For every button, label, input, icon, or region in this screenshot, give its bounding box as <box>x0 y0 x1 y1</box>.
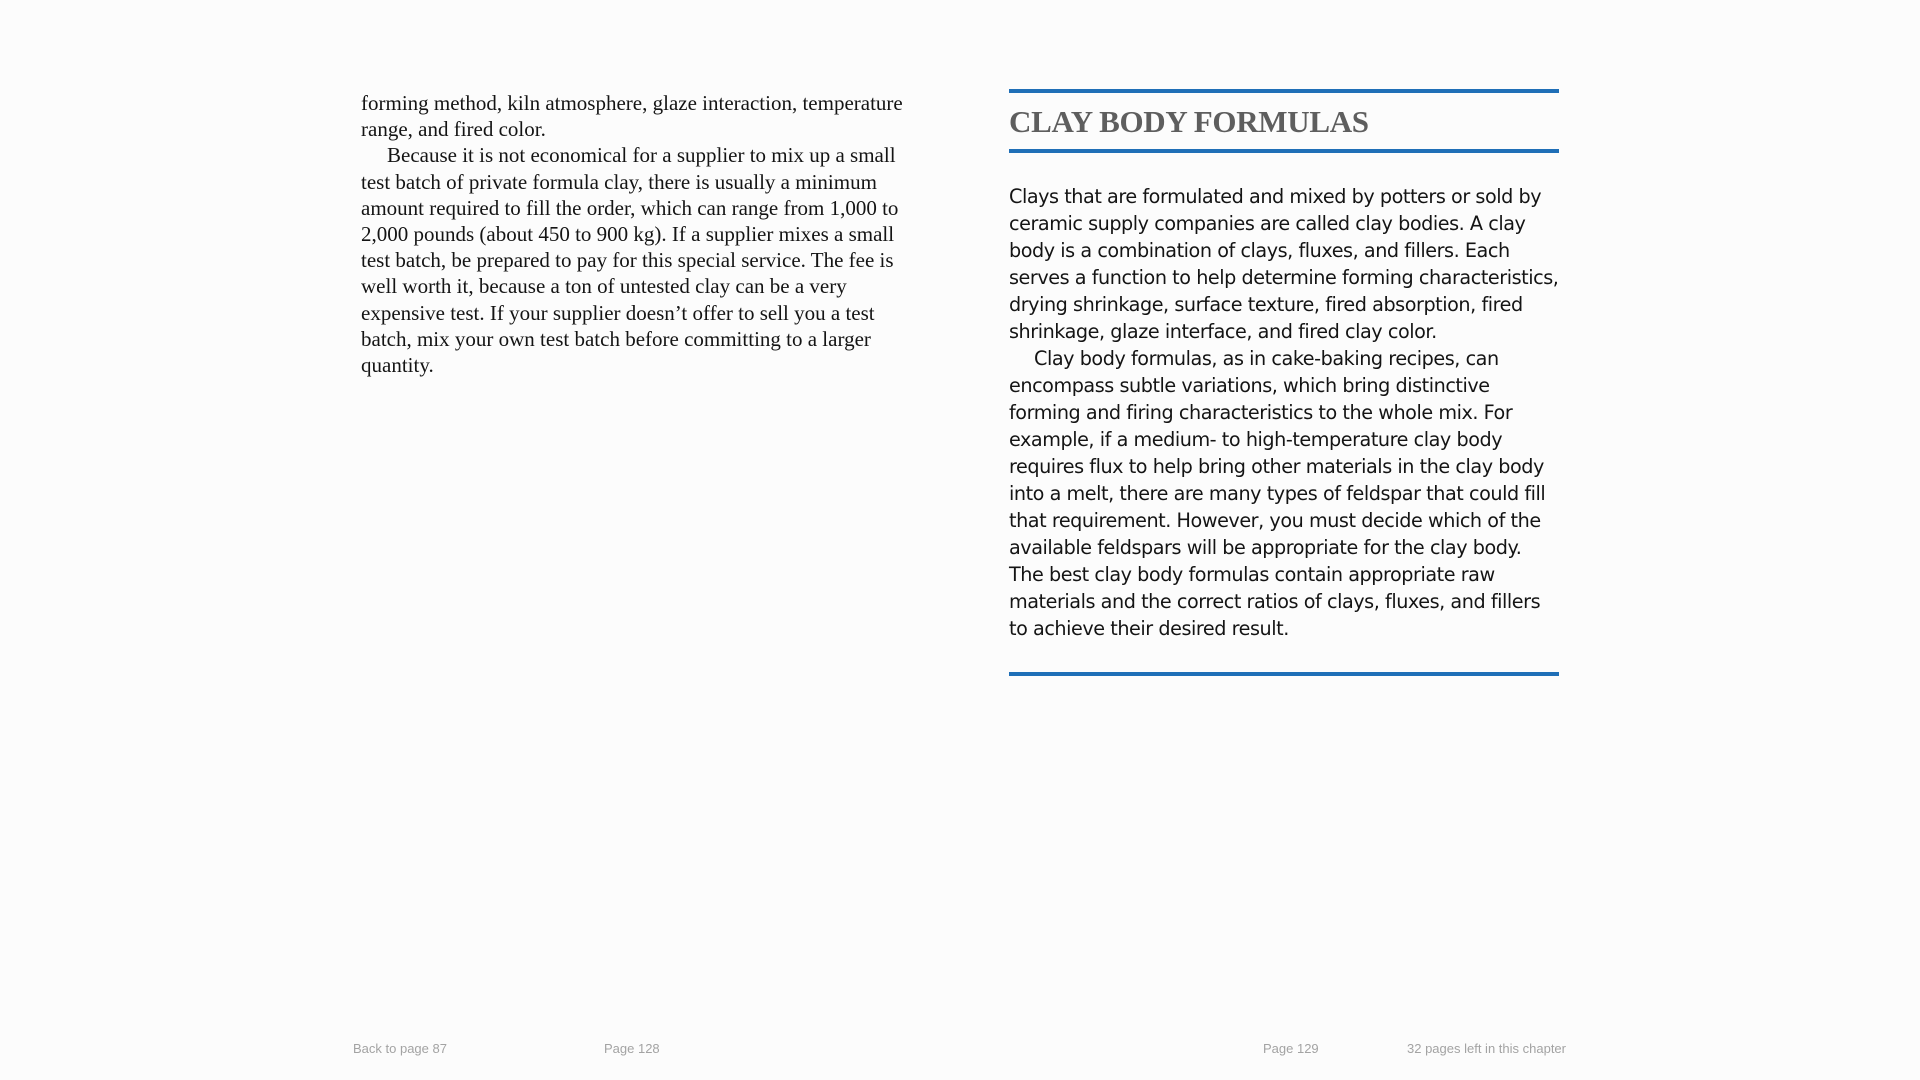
sidebar-title: CLAY BODY FORMULAS <box>1009 104 1369 139</box>
sidebar-body <box>1009 153 1559 672</box>
right-page-number: Page 129 <box>1263 1041 1319 1056</box>
sidebar-bottom-rule <box>1009 672 1559 676</box>
back-to-page-link[interactable]: Back to page 87 <box>353 1041 447 1056</box>
body-paragraph: Because it is not economical for a supplier to mix up a small test batch of private formula clay, there is usually a minimum amount required to fill the order, which can range from 1,000 to 2,000 pounds (about 450 to 900 kg). If a supplier mixes a small test batch, be prepared to pay for this special service. The fee is well worth it, because a ton of untested clay can be a very expensive test. If your supplier doesn’t offer to sell you a test batch, mix your own test batch before committing to a larger quantity. <box>361 143 899 378</box>
right-page <box>1009 89 1559 676</box>
body-paragraph: forming method, kiln atmosphere, glaze interaction, temperature range, and fired color. <box>361 91 903 142</box>
left-page <box>361 90 906 378</box>
sidebar-paragraph: Clays that are formulated and mixed by potters or sold by ceramic supply companies are called clay bodies. A clay body is a combination of clays, fluxes, and fillers. Each serves a function to help determine forming characteristics, drying shrinkage, surface texture, fired absorption, fired shrinkage, glaze interface, and fired clay color. <box>1009 185 1559 343</box>
left-page-number: Page 128 <box>604 1041 660 1056</box>
pages-left-indicator: 32 pages left in this chapter <box>1407 1041 1566 1056</box>
sidebar-paragraph: Clay body formulas, as in cake-baking recipes, can encompass subtle variations, which bring distinctive forming and firing characteristics to the whole mix. For example, if a medium- to high-temperature clay body requires flux to help bring other materials in the clay body into a melt, there are many types of feldspar that could fill that requirement. However, you must decide which of the available feldspars will be appropriate for the clay body. The best clay body formulas contain appropriate raw materials and the correct ratios of clays, fluxes, and fillers to achieve their desired result. <box>1009 347 1546 640</box>
